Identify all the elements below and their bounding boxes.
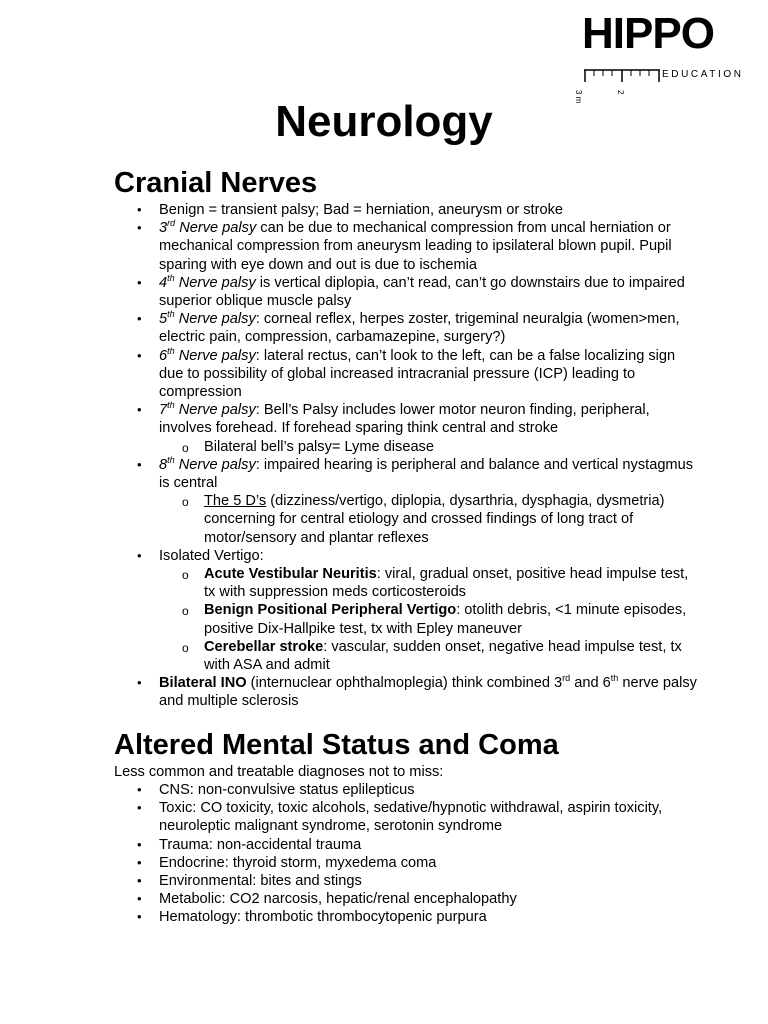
term-label: Acute Vestibular Neuritis [204,566,377,583]
list-item: • CNS: non-convulsive status eplilepticus [0,781,700,799]
list-item: • Trauma: non-accidental trauma [0,836,700,854]
ruler-label-b: 2 [616,90,625,95]
list-item: • 7th Nerve palsy: Bell’s Palsy includes lower motor neuron finding, peripheral, involves forehead. If forehead sparing think central and stroke [0,401,700,437]
list-item: • 5th Nerve palsy: corneal reflex, herpes zoster, trigeminal neuralgia (women>men, electric pain, compression, carbamazepine, surgery?) [0,310,700,346]
list-item: • Environmental: bites and stings [0,872,700,890]
term-label: 6th Nerve palsy [159,345,256,364]
sub-list-item: o Acute Vestibular Neuritis: viral, gradual onset, positive head impulse test, tx with suppression meds corticosteroids [0,565,700,601]
list-item: • Endocrine: thyroid storm, myxedema coma [0,854,700,872]
sub-list-item: o Bilateral bell’s palsy= Lyme disease [0,438,700,456]
list-item: • 3rd Nerve palsy can be due to mechanical compression from uncal herniation or mechanical compression from aneurysm leading to ipsilateral blown pupil. Pupil sparing with eye down and out is due to ischemia [0,219,700,274]
section-heading-cranial-nerves: Cranial Nerves [114,167,318,199]
term-label: Cerebellar stroke [204,638,324,655]
hippo-education-logo [574,9,744,104]
term-label: 4th Nerve palsy [159,272,256,291]
term-label: 5th Nerve palsy [159,309,256,328]
term-label: Benign Positional Peripheral Vertigo [204,602,457,619]
term-label: 8th Nerve palsy [159,454,256,473]
page-title: Neurology [275,97,493,146]
sub-list-item: o Benign Positional Peripheral Vertigo: otolith debris, <1 minute episodes, positive Dix-Hallpike test, tx with Epley maneuver [0,601,700,637]
cranial-nerves-list [0,201,700,711]
list-item: • 6th Nerve palsy: lateral rectus, can’t look to the left, can be a false localizing sign due to possibility of global increased intracranial pressure (ICP) leading to compression [0,347,700,402]
term-label: 7th Nerve palsy [159,400,256,419]
sub-list-item: o The 5 D’s (dizziness/vertigo, diplopia, dysarthria, dysphagia, dysmetria) concerning for central etiology and crossed findings of long tract of motor/sensory and plantar reflexes [0,492,700,547]
list-item: • Metabolic: CO2 narcosis, hepatic/renal encephalopathy [0,890,700,908]
list-item: • 4th Nerve palsy is vertical diplopia, can’t read, can’t go downstairs due to impaired superior oblique muscle palsy [0,274,700,310]
list-item: • Hematology: thrombotic thrombocytopenic purpura [0,908,700,926]
altered-mental-status-list [0,781,700,927]
list-item: • Benign = transient palsy; Bad = herniation, aneurysm or stroke [0,201,700,219]
list-item: • 8th Nerve palsy: impaired hearing is peripheral and balance and vertical nystagmus is central [0,456,700,492]
ruler-label-a: 3 m [574,90,583,104]
section-intro: Less common and treatable diagnoses not to miss: [114,764,444,780]
logo-subtitle: EDUCATION [662,69,744,80]
list-item: • Isolated Vertigo: [0,547,700,565]
list-item: • Toxic: CO toxicity, toxic alcohols, sedative/hypnotic withdrawal, aspirin toxicity, neuroleptic malignant syndrome, serotonin syndrome [0,799,700,835]
sub-list-item: o Cerebellar stroke: vascular, sudden onset, negative head impulse test, tx with ASA and admit [0,638,700,674]
list-item: • Bilateral INO (internuclear ophthalmoplegia) think combined 3rd and 6th nerve palsy and multiple sclerosis [0,674,700,710]
section-heading-altered-mental-status: Altered Mental Status and Coma [114,729,559,761]
term-label: 3rd Nerve palsy [159,218,257,237]
logo-wordmark: HIPPO [582,9,714,58]
term-label: The 5 D’s [204,493,267,510]
ruler-icon [584,68,660,82]
term-label: Bilateral INO [159,675,247,692]
